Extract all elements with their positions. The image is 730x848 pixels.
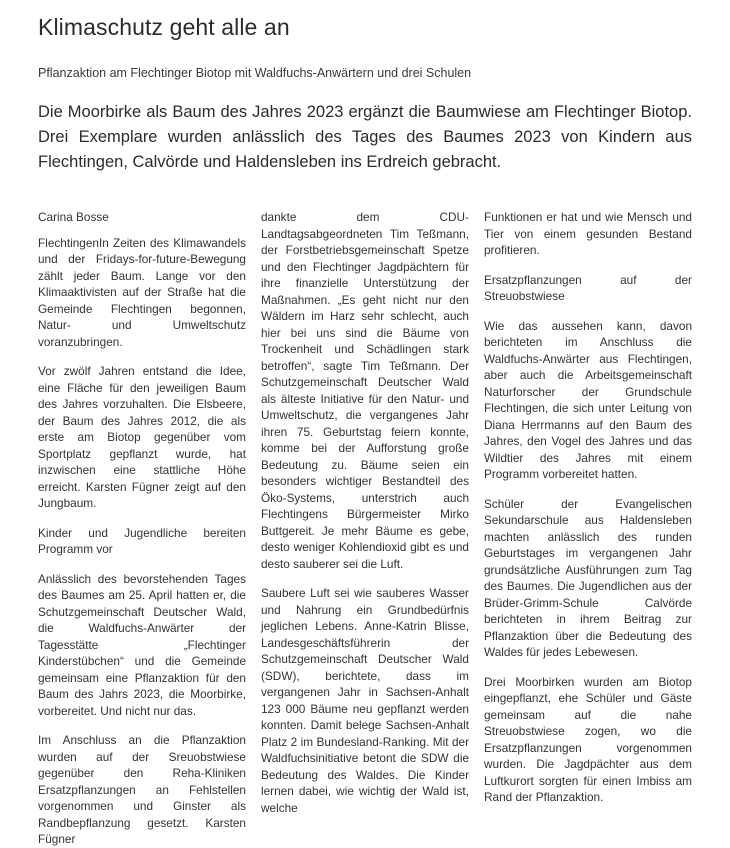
byline: Carina Bosse <box>38 210 109 224</box>
paragraph: Im Anschluss an die Pflanzaktion wurden auf der Sreuobstwiese gegenüber den Reha-Kliniken Ersatzpflanzungen an Fehlstellen vorgenommen und Ginster als Randbepflanzung gesetzt. Karsten Fügner <box>38 733 246 846</box>
page-title: Klimaschutz geht alle an <box>38 14 290 40</box>
paragraph: Vor zwölf Jahren entstand die Idee, eine Fläche für den jeweiligen Baum des Jahres vorzuhalten. Die Elsbeere, der Baum des Jahres 2012, die als erste am Biotop gegenüber vom Sportplatz gepflanzt wurde, hat inzwischen eine stattliche Höhe erreicht. Karsten Fügner zeigt auf den Jungbaum. <box>38 364 246 510</box>
paragraph: Funktionen er hat und wie Mensch und Tier von einem gesunden Bestand profitieren. <box>484 210 692 257</box>
article-column-1 <box>38 209 246 848</box>
paragraph: Wie das aussehen kann, davon berichteten im Anschluss die Waldfuchs-Anwärter aus Flechtingen, aber auch die Arbeitsgemeinschaft Naturforscher der Grundschule Flechtingen, die sich unter Leitung von Diana Herrmanns auf den Baum des Jahres, den Vogel des Jahres und das Wildtier des Jahres mit einem Programm vorbereitet hatten. <box>484 318 692 481</box>
article-kicker: Pflanzaktion am Flechtinger Biotop mit Waldfuchs-Anwärtern und drei Schulen <box>38 66 472 80</box>
paragraph: Saubere Luft sei wie sauberes Wasser und Nahrung ein Grundbedürfnis jeglichen Lebens. Anne-Katrin Blisse, Landesgeschäftsführerin der Schutzgemeinschaft Deutscher Wald (SDW), berichtete, dass im vergangenen Jahr in Sachsen-Anhalt 123 000 Bäume neu gepflanzt werden konnten. Damit belege Sachsen-Anhalt Platz 2 im Bundesland-Ranking. Mit der Waldfuchsinitiative betont die SDW die Bedeutung des Waldes. Die Kinder lernen dabei, wie wichtig der Wald ist, welche <box>261 586 469 815</box>
paragraph: Drei Moorbirken wurden am Biotop eingepflanzt, ehe Schüler und Gäste gemeinsam auf die nahe Streuobstwiese zogen, wo die Ersatzpflanzungen vorgenommen wurden. Die Jagdpächter aus dem Luftkurort sorgten für einen Imbiss am Rand der Pflanzaktion. <box>484 674 692 804</box>
paragraph: Schüler der Evangelischen Sekundarschule aus Haldensleben machten anlässlich des runden Geburtstages im vergangenen Jahr grundsätzliche Ausführungen zum Tag des Baumes. Die Jugendlichen aus der Brüder-Grimm-Schule Calvörde berichteten in ihrem Beitrag zur Pflanzaktion über die Bedeutung des Waldes für jedes Lebewesen. <box>484 496 692 659</box>
article-column-3 <box>484 209 692 806</box>
paragraph: dankte dem CDU-Landtagsabgeordneten Tim Teßmann, der Forstbetriebsgemeinschaft Spetze und den Flechtinger Jagdpächtern für ihre finanzielle Unterstützung der Maßnahmen. „Es geht nicht nur den Wäldern im Harz sehr schlecht, auch hier bei uns sind die Bäume von Trockenheit und Schädlingen stark betroffen“, sagte Tim Teßmann. Der Schutzgemeinschaft Deutscher Wald als älteste Initiative für den Natur- und Umweltschutz, die vergangenes Jahr ihren 75. Geburtstag feiern konnte, komme bei der Aufforstung große Bedeutung zu. Bäume seien ein besonders wichtiger Bestandteil des Öko-Systems, unterstrich auch Flechtingens Bürgermeister Mirko Buttgereit. Je mehr Bäume es gebe, desto weniger Kohlendioxid gibt es und desto sauberer sei die Luft. <box>261 210 469 571</box>
article-column-2 <box>261 209 469 816</box>
paragraph: FlechtingenIn Zeiten des Klimawandels und der Fridays-for-future-Bewegung zählt jeder Baum. Lange vor den Klimaaktivisten auf der Straße hat die Gemeinde Flechtingen begonnen, Natur- und Umweltschutz voranzubringen. <box>38 235 246 349</box>
article-columns <box>38 175 692 848</box>
paragraph: Anlässlich des bevorstehenden Tages des Baumes am 25. April hatten er, die Schutzgemeinschaft Deutscher Wald, die Waldfuchs-Anwärter der Tagesstätte „Flechtinger Kinderstübchen“ und die Gemeinde gemeinsam eine Pflanzaktion für den Baum des Jahrs 2023, die Moorbirke, vorbereitet. Und nicht nur das. <box>38 571 246 718</box>
section-subheading: Kinder und Jugendliche bereiten Programm vor <box>38 525 246 556</box>
article-lead-paragraph: Die Moorbirke als Baum des Jahres 2023 ergänzt die Baumwiese am Flechtinger Biotop. Drei Exemplare wurden anlässlich des Tages des Baumes 2023 von Kindern aus Flechtingen, Calvörde und Haldensleben ins Erdreich gebracht. <box>38 103 692 171</box>
section-subheading: Ersatzpflanzungen auf der Streuobstwiese <box>484 272 692 303</box>
